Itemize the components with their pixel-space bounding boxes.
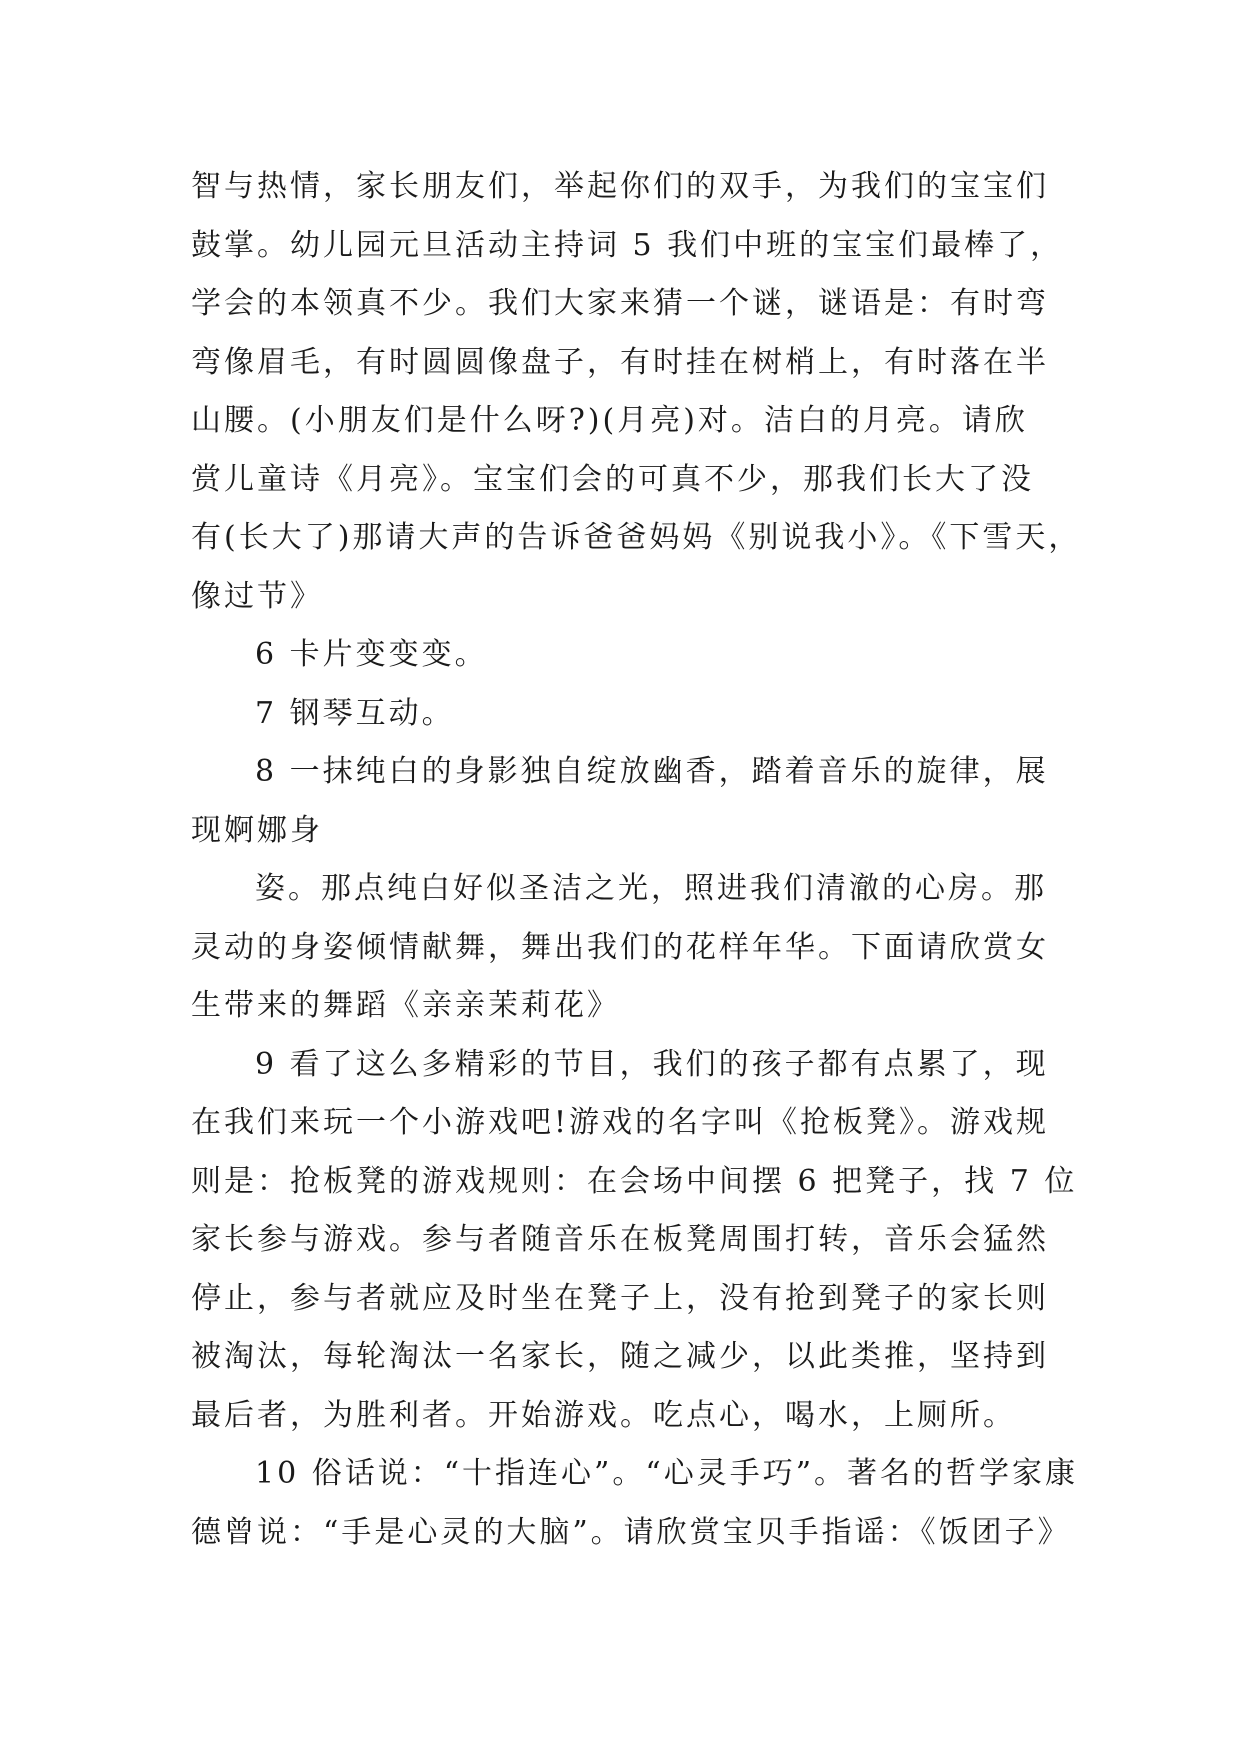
text-line: 智与热情，家长朋友们，举起你们的双手，为我们的宝宝们 (191, 169, 1049, 204)
paragraph-line: 8 一抹纯白的身影独自绽放幽香，踏着音乐的旋律，展 (255, 754, 1049, 789)
text-line: 最后者，为胜利者。开始游戏。吃点心，喝水，上厕所。 (191, 1397, 1016, 1433)
text-line: 学会的本领真不少。我们大家来猜一个谜，谜语是：有时弯 (191, 286, 1049, 321)
text-line: 德曾说：“手是心灵的大脑”。请欣赏宝贝手指谣：《饭团子》 (191, 1514, 1071, 1550)
text-line: 弯像眉毛，有时圆圆像盘子，有时挂在树梢上，有时落在半 (191, 344, 1049, 380)
text-line: 生带来的舞蹈《亲亲茉莉花》 (191, 988, 620, 1023)
text-line: 被淘汰，每轮淘汰一名家长，随之减少，以此类推，坚持到 (191, 1339, 1049, 1374)
text-line: 山腰。(小朋友们是什么呀?)(月亮)对。洁白的月亮。请欣 (191, 403, 1028, 438)
text-line: 现婀娜身 (191, 812, 323, 848)
text-line: 在我们来玩一个小游戏吧!游戏的名字叫《抢板凳》。游戏规 (191, 1105, 1050, 1140)
text-line: 有(长大了)那请大声的告诉爸爸妈妈《别说我小》。《下雪天， (191, 520, 1082, 555)
text-line: 赏儿童诗《月亮》。宝宝们会的可真不少，那我们长大了没 (191, 461, 1034, 497)
text-line: 家长参与游戏。参与者随音乐在板凳周围打转，音乐会猛然 (191, 1222, 1049, 1257)
text-line: 则是：抢板凳的游戏规则：在会场中间摆 6 把凳子，找 7 位 (191, 1163, 1078, 1199)
text-line: 停止，参与者就应及时坐在凳子上，没有抢到凳子的家长则 (191, 1280, 1049, 1316)
paragraph-line: 10 俗话说：“十指连心”。“心灵手巧”。著名的哲学家康 (255, 1456, 1079, 1491)
paragraph-line: 9 看了这么多精彩的节目，我们的孩子都有点累了，现 (255, 1046, 1049, 1082)
paragraph-line: 姿。那点纯白好似圣洁之光，照进我们清澈的心房。那 (255, 871, 1047, 906)
body-text (191, 158, 1091, 1562)
text-line: 鼓掌。幼儿园元旦活动主持词 5 我们中班的宝宝们最棒了， (191, 227, 1064, 263)
text-line: 灵动的身姿倾情献舞，舞出我们的花样年华。下面请欣赏女 (191, 929, 1049, 965)
text-line: 像过节》 (191, 578, 323, 614)
paragraph-line: 6 卡片变变变。 (255, 637, 488, 672)
paragraph-line: 7 钢琴互动。 (255, 695, 455, 731)
